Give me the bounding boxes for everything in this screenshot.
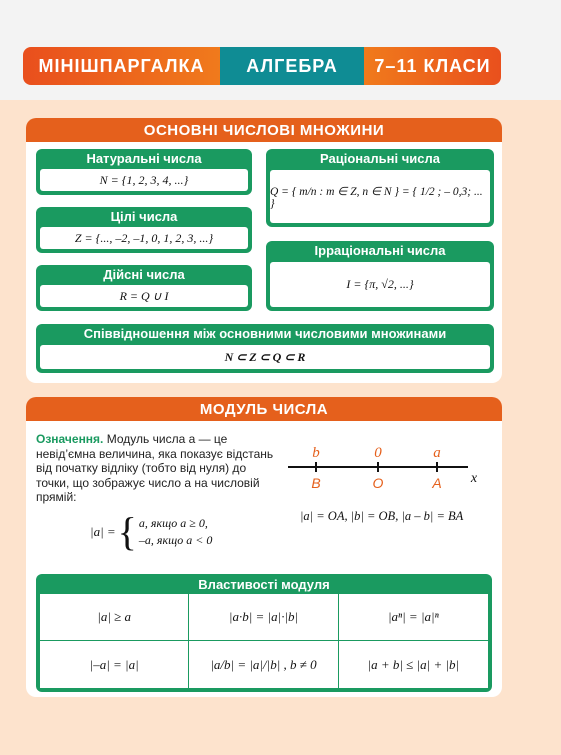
- irrational-numbers-formula: I = {π, √2, ...}: [270, 262, 490, 307]
- properties-title: Властивості модуля: [198, 576, 330, 592]
- curly-brace-icon: {: [117, 509, 137, 554]
- piecewise-cases: [139, 515, 213, 549]
- header-title-grades: 7–11 КЛАСИ: [364, 47, 501, 85]
- natural-numbers-box: [36, 149, 252, 195]
- piecewise-definition: [90, 509, 213, 554]
- definition-body: Модуль числа a — це невід’ємна величина, яка показує відстань від початку відліку (тобто від нуля) до точки, що зображує число a на числовій прямій:: [36, 432, 274, 504]
- rational-numbers-label: Раціональні числа: [320, 151, 440, 166]
- sets-relation-box: [36, 324, 494, 373]
- label-a: a: [433, 445, 441, 461]
- property-cell: |–a| = |a|: [40, 641, 189, 688]
- case-positive: a, якщо a ≥ 0,: [138, 516, 208, 530]
- piecewise-lhs: |a| =: [90, 524, 116, 539]
- natural-numbers-formula: N = {1, 2, 3, 4, ...}: [40, 169, 248, 191]
- integers-formula: Z = {..., –2, –1, 0, 1, 2, 3, ...}: [40, 227, 248, 249]
- integers-box: [36, 207, 252, 253]
- sets-relation-formula: N ⊂ Z ⊂ Q ⊂ R: [40, 345, 490, 369]
- integers-label: Цілі числа: [110, 209, 178, 224]
- header-title-cheatsheet: МІНІШПАРГАЛКА: [23, 47, 220, 85]
- real-numbers-label: Дійсні числа: [103, 267, 185, 282]
- distance-equations: |a| = OA, |b| = OB, |a – b| = BA: [300, 509, 464, 523]
- property-cell: |a/b| = |a|/|b| , b ≠ 0: [189, 641, 338, 688]
- definition-text: [36, 432, 274, 505]
- label-b: b: [312, 445, 320, 461]
- property-cell: |a·b| = |a|·|b|: [189, 594, 338, 641]
- property-cell: |a + b| ≤ |a| + |b|: [367, 656, 460, 672]
- point-O: O: [372, 475, 384, 491]
- point-B: B: [311, 475, 321, 491]
- label-zero: 0: [374, 445, 382, 461]
- header-title-subject: АЛГЕБРА: [220, 47, 364, 85]
- rational-numbers-formula: Q = { m/n : m ∈ Z, n ∈ N } = { 1/2 ; – 0,3; ... }: [270, 170, 490, 223]
- section-title-absolute-value: МОДУЛЬ ЧИСЛА: [26, 397, 502, 421]
- properties-grid: [40, 594, 488, 688]
- number-line: [286, 440, 486, 496]
- properties-table: [36, 574, 492, 692]
- section-title-number-sets: ОСНОВНІ ЧИСЛОВІ МНОЖИНИ: [26, 118, 502, 142]
- point-A: A: [432, 475, 442, 491]
- rational-numbers-box: [266, 149, 494, 227]
- natural-numbers-label: Натуральні числа: [86, 151, 202, 166]
- irrational-numbers-box: [266, 241, 494, 311]
- real-numbers-box: [36, 265, 252, 311]
- property-cell: |aⁿ| = |a|ⁿ: [339, 594, 488, 641]
- number-sets-panel: [26, 118, 502, 383]
- irrational-numbers-label: Ірраціональні числа: [314, 243, 446, 258]
- case-negative: –a, якщо a < 0: [138, 533, 213, 547]
- property-cell: |a| ≥ a: [40, 594, 189, 641]
- axis-label-x: x: [470, 471, 478, 486]
- header-bar: [23, 47, 501, 85]
- sets-relation-label: Співвідношення між основними числовими множинами: [83, 326, 447, 341]
- real-numbers-formula: R = Q ∪ I: [40, 285, 248, 307]
- definition-label: Означення.: [36, 432, 104, 446]
